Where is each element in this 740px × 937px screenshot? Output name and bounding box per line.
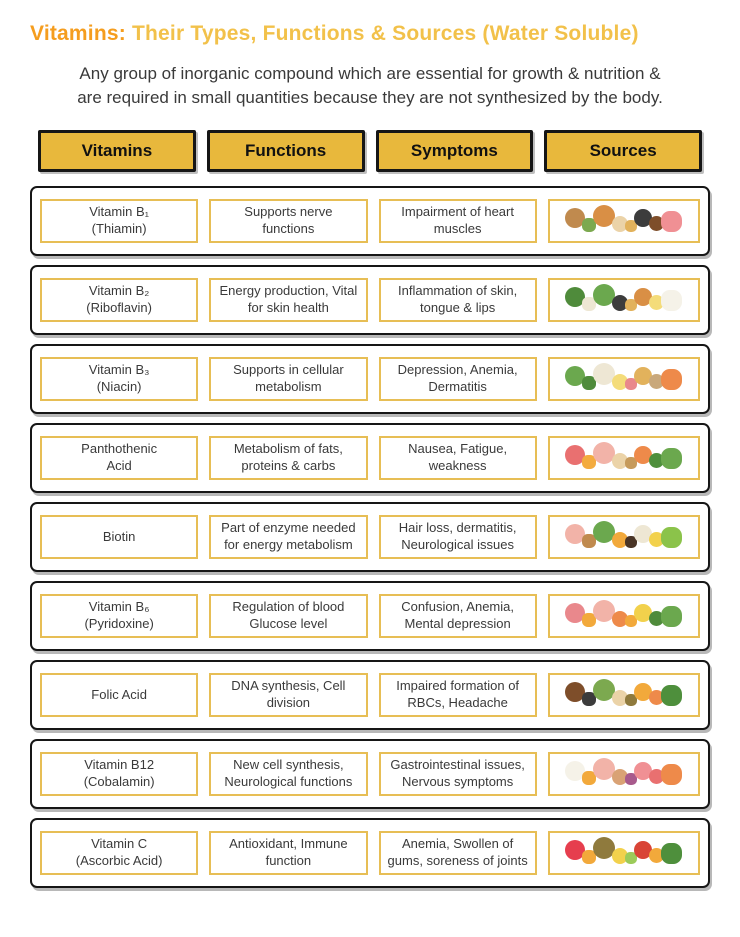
- cabbage-icon: [661, 448, 682, 469]
- function-cell: New cell synthesis, Neurological functions: [209, 752, 367, 796]
- sources-cell: [548, 515, 700, 559]
- vitamin-cell: [40, 515, 198, 559]
- function-cell: Supports nerve functions: [209, 199, 367, 243]
- food-illustration-cluster: [554, 756, 694, 792]
- vitamin-name-line: Vitamin B₃: [88, 362, 150, 378]
- vitamin-cell: [40, 673, 198, 717]
- function-cell: Supports in cellular metabolism: [209, 357, 367, 401]
- column-header-label: Symptoms: [410, 141, 498, 161]
- vitamin-cell: [40, 199, 198, 243]
- vitamin-cell: [40, 594, 198, 638]
- cabbage-icon: [661, 606, 682, 627]
- vitamin-name-line: (Pyridoxine): [84, 616, 154, 632]
- symptoms-cell: Confusion, Anemia, Mental depression: [379, 594, 537, 638]
- sources-cell: [548, 831, 700, 875]
- food-illustration-cluster: [554, 519, 694, 555]
- grapes-icon: [661, 527, 682, 548]
- sources-cell: [548, 199, 700, 243]
- table-row: [30, 502, 710, 572]
- vitamin-cell: [40, 752, 198, 796]
- vitamin-cell: [40, 831, 198, 875]
- column-header-sources: [544, 130, 702, 172]
- column-header-label: Functions: [245, 141, 327, 161]
- vitamin-name-line: (Niacin): [96, 379, 142, 395]
- vitamin-name-line: Panthothenic: [81, 441, 158, 457]
- vitamin-name-line: Acid: [106, 458, 132, 474]
- title-rest: Their Types, Functions & Sources (Water Soluble): [125, 22, 639, 45]
- symptoms-cell: Gastrointestinal issues, Nervous symptoms: [379, 752, 537, 796]
- function-cell: DNA synthesis, Cell division: [209, 673, 367, 717]
- table-row: [30, 265, 710, 335]
- table-header-row: [30, 130, 710, 172]
- table-row: [30, 423, 710, 493]
- sources-cell: [548, 436, 700, 480]
- function-cell: Energy production, Vital for skin health: [209, 278, 367, 322]
- table-row: [30, 344, 710, 414]
- symptoms-cell: Impairment of heart muscles: [379, 199, 537, 243]
- food-illustration-cluster: [554, 598, 694, 634]
- symptoms-cell: Hair loss, dermatitis, Neurological issues: [379, 515, 537, 559]
- salmon-icon: [661, 369, 682, 390]
- table-row: [30, 186, 710, 256]
- function-cell: Regulation of blood Glucose level: [209, 594, 367, 638]
- vitamin-cell: [40, 278, 198, 322]
- pork-meat-icon: [661, 211, 682, 232]
- function-cell: Antioxidant, Immune function: [209, 831, 367, 875]
- vitamin-name-line: (Ascorbic Acid): [75, 853, 163, 869]
- broccoli-icon: [661, 843, 682, 864]
- vitamin-name-line: Vitamin B₂: [88, 283, 150, 299]
- symptoms-cell: Nausea, Fatigue, weakness: [379, 436, 537, 480]
- vitamin-name-line: Vitamin B12: [84, 757, 155, 773]
- vitamin-name-line: (Thiamin): [91, 221, 147, 237]
- sources-cell: [548, 752, 700, 796]
- function-cell: Part of enzyme needed for energy metabolism: [209, 515, 367, 559]
- sources-cell: [548, 673, 700, 717]
- table-row: [30, 739, 710, 809]
- vitamin-name-line: (Riboflavin): [86, 300, 152, 316]
- salmon-icon: [661, 764, 682, 785]
- vitamin-name-line: Biotin: [102, 528, 136, 544]
- vitamin-name-line: Vitamin C: [91, 836, 148, 852]
- food-illustration-cluster: [554, 203, 694, 239]
- sources-cell: [548, 357, 700, 401]
- symptoms-cell: Inflammation of skin, tongue & lips: [379, 278, 537, 322]
- table-body: [30, 186, 710, 888]
- column-header-symptoms: [376, 130, 534, 172]
- vitamin-cell: [40, 436, 198, 480]
- title-lead: Vitamins:: [30, 22, 126, 45]
- food-illustration-cluster: [554, 361, 694, 397]
- vitamin-name-line: Vitamin B₁: [89, 204, 150, 220]
- table-row: [30, 818, 710, 888]
- vitamin-name-line: Vitamin B₆: [88, 599, 150, 615]
- sources-cell: [548, 278, 700, 322]
- symptoms-cell: Depression, Anemia, Dermatitis: [379, 357, 537, 401]
- food-illustration-cluster: [554, 677, 694, 713]
- page-title: [30, 22, 710, 46]
- vitamin-name-line: Folic Acid: [91, 686, 147, 702]
- symptoms-cell: Anemia, Swollen of gums, soreness of joints: [379, 831, 537, 875]
- vitamin-name-line: (Cobalamin): [83, 774, 155, 790]
- column-header-label: Vitamins: [81, 141, 153, 161]
- vitamin-cell: [40, 357, 198, 401]
- food-illustration-cluster: [554, 440, 694, 476]
- food-illustration-cluster: [554, 835, 694, 871]
- table-row: [30, 660, 710, 730]
- column-header-functions: [207, 130, 365, 172]
- cabbage-icon: [661, 685, 682, 706]
- function-cell: Metabolism of fats, proteins & carbs: [209, 436, 367, 480]
- milk-bottle-icon: [661, 290, 682, 311]
- column-header-vitamins: [38, 130, 196, 172]
- sources-cell: [548, 594, 700, 638]
- page-subtitle: Any group of inorganic compound which are essential for growth & nutrition & are required in small quantities because they are not synthesized by the body.: [77, 64, 663, 108]
- food-illustration-cluster: [554, 282, 694, 318]
- symptoms-cell: Impaired formation of RBCs, Headache: [379, 673, 537, 717]
- column-header-label: Sources: [589, 141, 657, 161]
- table-row: [30, 581, 710, 651]
